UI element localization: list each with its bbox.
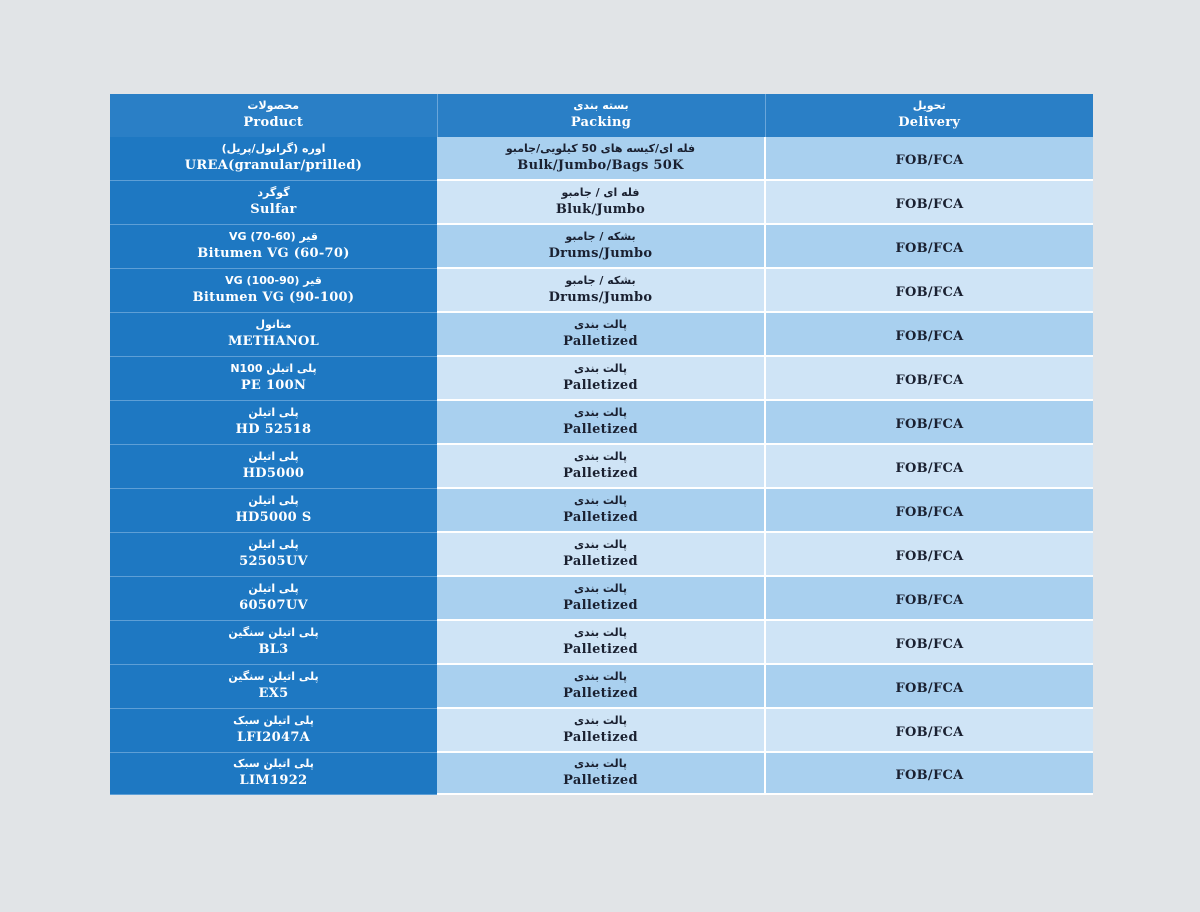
product-cell xyxy=(110,708,437,752)
table-row xyxy=(110,268,1093,312)
packing-fa: فله ای / جامبو xyxy=(561,186,640,199)
packing-fa: پالت بندی xyxy=(574,362,627,375)
packing-en: Bluk/Jumbo xyxy=(555,202,646,217)
packing-cell xyxy=(437,664,765,708)
product-name-en: HD5000 S xyxy=(235,510,312,525)
packing-fa: پالت بندی xyxy=(574,757,627,770)
product-cell xyxy=(110,532,437,576)
product-name-fa: قیر (90-100) VG xyxy=(225,274,322,287)
delivery-terms: FOB/FCA xyxy=(895,416,964,432)
packing-fa: پالت بندی xyxy=(574,714,627,727)
packing-cell xyxy=(437,180,765,224)
product-table xyxy=(110,94,1093,795)
delivery-terms: FOB/FCA xyxy=(895,680,964,696)
product-name-fa: متانول xyxy=(255,318,292,331)
product-name-fa: اوره (گرانول/پریل) xyxy=(221,142,326,156)
product-cell xyxy=(110,137,437,180)
packing-en: Palletized xyxy=(563,773,638,788)
packing-en: Palletized xyxy=(563,334,638,349)
delivery-terms: FOB/FCA xyxy=(895,460,964,476)
delivery-cell xyxy=(765,268,1093,312)
delivery-cell xyxy=(765,444,1093,488)
product-name-en: HD 52518 xyxy=(235,422,312,437)
product-name-fa: پلی اتیلن xyxy=(248,582,299,595)
packing-en: Palletized xyxy=(563,686,638,701)
delivery-cell xyxy=(765,137,1093,180)
header-delivery xyxy=(765,94,1093,137)
product-name-fa: پلی اتیلن سنگین xyxy=(228,626,319,639)
header-product-fa: محصولات xyxy=(247,99,300,112)
product-cell xyxy=(110,576,437,620)
packing-en: Drums/Jumbo xyxy=(548,246,653,261)
product-name-fa: قیر (60-70) VG xyxy=(228,230,318,243)
product-name-en: Bitumen VG (60-70) xyxy=(197,246,350,261)
packing-fa: بشکه / جامبو xyxy=(565,274,636,287)
product-name-en: 52505UV xyxy=(239,554,308,569)
table-row xyxy=(110,576,1093,620)
table-row xyxy=(110,664,1093,708)
product-name-fa: پلی اتیلن xyxy=(248,450,299,463)
product-cell xyxy=(110,180,437,224)
header-product xyxy=(110,94,437,137)
packing-fa: پالت بندی xyxy=(574,538,627,551)
packing-fa: پالت بندی xyxy=(574,450,627,463)
delivery-cell xyxy=(765,532,1093,576)
delivery-terms: FOB/FCA xyxy=(895,372,964,388)
packing-cell xyxy=(437,444,765,488)
packing-cell xyxy=(437,576,765,620)
packing-cell xyxy=(437,752,765,794)
packing-fa: پالت بندی xyxy=(574,406,627,419)
table-body xyxy=(110,137,1093,794)
delivery-terms: FOB/FCA xyxy=(895,767,964,783)
packing-cell xyxy=(437,488,765,532)
packing-en: Palletized xyxy=(563,422,638,437)
delivery-terms: FOB/FCA xyxy=(895,284,964,300)
product-cell xyxy=(110,488,437,532)
delivery-cell xyxy=(765,312,1093,356)
product-cell xyxy=(110,312,437,356)
product-name-en: Bitumen VG (90-100) xyxy=(192,290,355,305)
delivery-cell xyxy=(765,356,1093,400)
table-row xyxy=(110,620,1093,664)
product-name-fa: گوگرد xyxy=(257,186,290,199)
packing-fa: بشکه / جامبو xyxy=(565,230,636,243)
packing-fa: پالت بندی xyxy=(574,626,627,639)
product-name-fa: پلی اتیلن N100 xyxy=(230,362,317,375)
delivery-terms: FOB/FCA xyxy=(895,328,964,344)
delivery-terms: FOB/FCA xyxy=(895,196,964,212)
header-row xyxy=(110,94,1093,137)
product-cell xyxy=(110,752,437,794)
packing-en: Palletized xyxy=(563,642,638,657)
packing-en: Palletized xyxy=(563,466,638,481)
product-name-fa: پلی اتیلن xyxy=(248,406,299,419)
packing-cell xyxy=(437,400,765,444)
packing-en: Palletized xyxy=(563,730,638,745)
delivery-cell xyxy=(765,708,1093,752)
product-cell xyxy=(110,664,437,708)
delivery-terms: FOB/FCA xyxy=(895,504,964,520)
product-cell xyxy=(110,620,437,664)
delivery-terms: FOB/FCA xyxy=(895,240,964,256)
delivery-cell xyxy=(765,752,1093,794)
delivery-terms: FOB/FCA xyxy=(895,152,964,168)
product-name-en: PE 100N xyxy=(240,378,307,393)
product-cell xyxy=(110,224,437,268)
delivery-cell xyxy=(765,664,1093,708)
packing-cell xyxy=(437,224,765,268)
product-cell xyxy=(110,268,437,312)
product-name-en: Sulfar xyxy=(250,202,297,217)
packing-en: Bulk/Jumbo/Bags 50K xyxy=(517,158,684,173)
product-name-en: UREA(granular/prilled) xyxy=(184,158,363,174)
table-row xyxy=(110,532,1093,576)
packing-cell xyxy=(437,708,765,752)
product-name-fa: پلی اتیلن xyxy=(248,494,299,507)
product-cell xyxy=(110,356,437,400)
table-row xyxy=(110,137,1093,180)
delivery-terms: FOB/FCA xyxy=(895,724,964,740)
header-packing-fa: بسته بندی xyxy=(573,99,629,112)
table-header xyxy=(110,94,1093,137)
header-delivery-en: Delivery xyxy=(898,115,961,130)
delivery-cell xyxy=(765,400,1093,444)
delivery-terms: FOB/FCA xyxy=(895,592,964,608)
delivery-terms: FOB/FCA xyxy=(895,636,964,652)
table-row xyxy=(110,312,1093,356)
product-name-en: LIM1922 xyxy=(239,773,308,788)
product-cell xyxy=(110,400,437,444)
packing-en: Palletized xyxy=(563,378,638,393)
table-row xyxy=(110,224,1093,268)
product-name-en: BL3 xyxy=(258,642,289,657)
packing-cell xyxy=(437,620,765,664)
product-name-fa: پلی اتیلن سبک xyxy=(233,757,314,770)
packing-cell xyxy=(437,312,765,356)
table-row xyxy=(110,444,1093,488)
delivery-cell xyxy=(765,620,1093,664)
product-cell xyxy=(110,444,437,488)
table-row xyxy=(110,180,1093,224)
delivery-cell xyxy=(765,488,1093,532)
product-name-fa: پلی اتیلن سنگین xyxy=(228,670,319,683)
delivery-cell xyxy=(765,224,1093,268)
product-name-en: LFI2047A xyxy=(236,730,311,745)
table-row xyxy=(110,752,1093,794)
delivery-cell xyxy=(765,180,1093,224)
packing-fa: فله ای/کیسه های 50 کیلویی/جامبو xyxy=(505,142,696,155)
table-row xyxy=(110,356,1093,400)
product-name-en: HD5000 xyxy=(242,466,305,481)
packing-en: Palletized xyxy=(563,510,638,525)
delivery-cell xyxy=(765,576,1093,620)
header-delivery-fa: تحویل xyxy=(912,99,946,112)
table-row xyxy=(110,400,1093,444)
packing-en: Drums/Jumbo xyxy=(548,290,653,305)
packing-cell xyxy=(437,532,765,576)
delivery-terms: FOB/FCA xyxy=(895,548,964,564)
product-name-fa: پلی اتیلن سبک xyxy=(233,714,314,727)
product-name-en: METHANOL xyxy=(227,334,320,349)
header-packing xyxy=(437,94,765,137)
packing-fa: پالت بندی xyxy=(574,582,627,595)
packing-fa: پالت بندی xyxy=(574,494,627,507)
packing-fa: پالت بندی xyxy=(574,318,627,331)
packing-en: Palletized xyxy=(563,554,638,569)
header-packing-en: Packing xyxy=(570,115,632,130)
packing-cell xyxy=(437,356,765,400)
packing-cell xyxy=(437,268,765,312)
packing-en: Palletized xyxy=(563,598,638,613)
header-product-en: Product xyxy=(243,115,304,130)
packing-cell xyxy=(437,137,765,180)
product-name-en: EX5 xyxy=(258,686,289,701)
packing-fa: پالت بندی xyxy=(574,670,627,683)
table-row xyxy=(110,488,1093,532)
product-name-en: 60507UV xyxy=(239,598,308,613)
product-name-fa: پلی اتیلن xyxy=(248,538,299,551)
table-row xyxy=(110,708,1093,752)
